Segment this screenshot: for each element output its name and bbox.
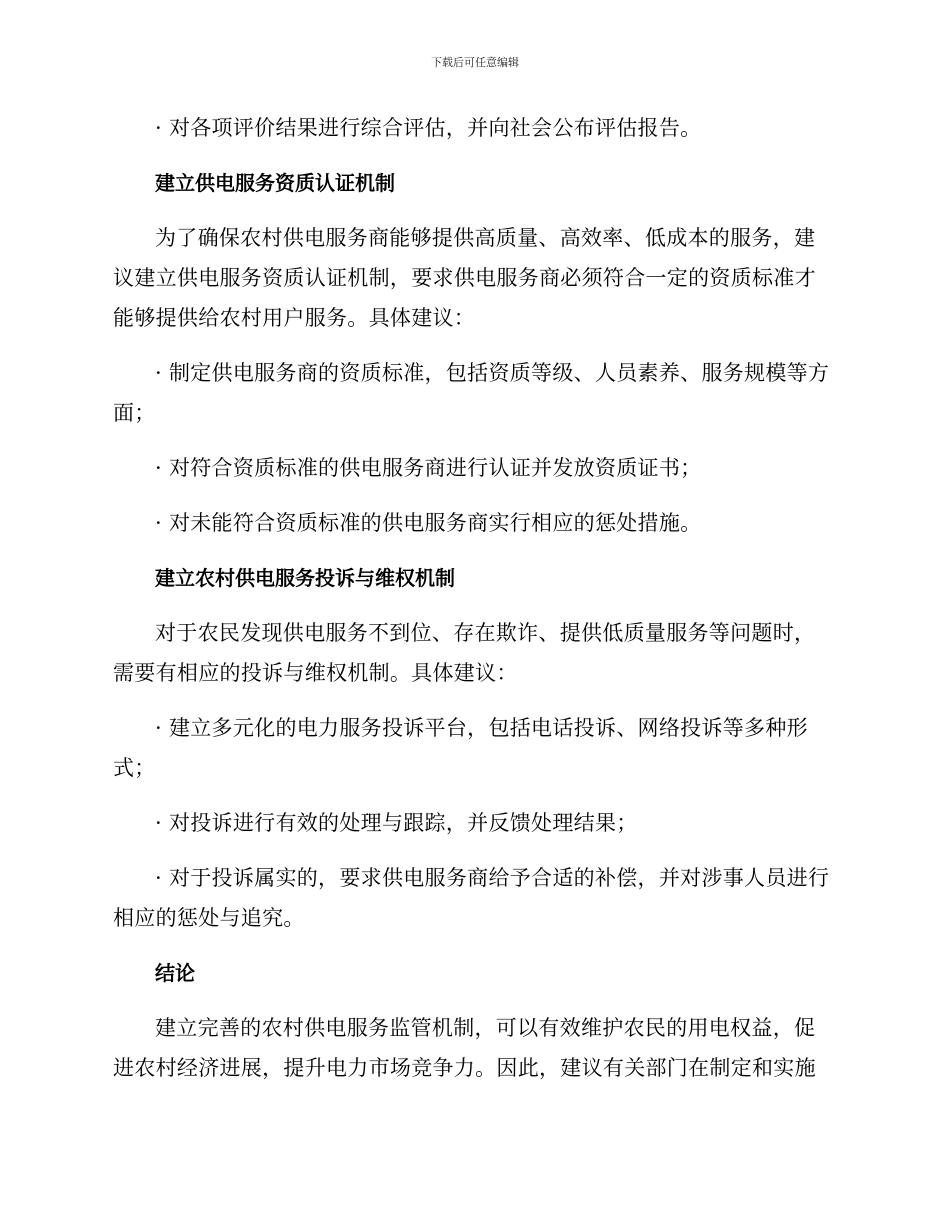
body-paragraph: 建立完善的农村供电服务监管机制，可以有效维护农民的用电权益，促进农村经济进展，提升电力市场竞争力。因此，建议有关部门在制定和实施 <box>113 1016 816 1080</box>
document-body <box>113 108 830 1103</box>
section-heading: 建立供电服务资质认证机制 <box>155 171 395 195</box>
section-heading: 建立农村供电服务投诉与维权机制 <box>155 566 455 590</box>
section-heading: 结论 <box>155 961 195 985</box>
bullet-paragraph: · 建立多元化的电力服务投诉平台，包括电话投诉、网络投诉等多种形式； <box>113 716 808 780</box>
bullet-paragraph: · 对各项评价结果进行综合评估，并向社会公布评估报告。 <box>155 116 702 140</box>
bullet-paragraph: · 对未能符合资质标准的供电服务商实行相应的惩处措施。 <box>155 511 702 535</box>
bullet-paragraph: · 对符合资质标准的供电服务商进行认证并发放资质证书； <box>155 456 702 480</box>
body-paragraph: 对于农民发现供电服务不到位、存在欺诈、提供低质量服务等问题时，需要有相应的投诉与维权机制。具体建议： <box>113 621 816 685</box>
bullet-paragraph: · 制定供电服务商的资质标准，包括资质等级、人员素养、服务规模等方面； <box>113 361 830 425</box>
bullet-paragraph: · 对投诉进行有效的处理与跟踪，并反馈处理结果； <box>155 811 638 835</box>
body-paragraph: 为了确保农村供电服务商能够提供高质量、高效率、低成本的服务，建议建立供电服务资质认证机制，要求供电服务商必须符合一定的资质标准才能够提供给农村用户服务。具体建议： <box>113 226 816 330</box>
page-header: 下载后可任意编辑 <box>431 56 519 69</box>
bullet-paragraph: · 对于投诉属实的，要求供电服务商给予合适的补偿，并对涉事人员进行相应的惩处与追究。 <box>113 866 830 930</box>
